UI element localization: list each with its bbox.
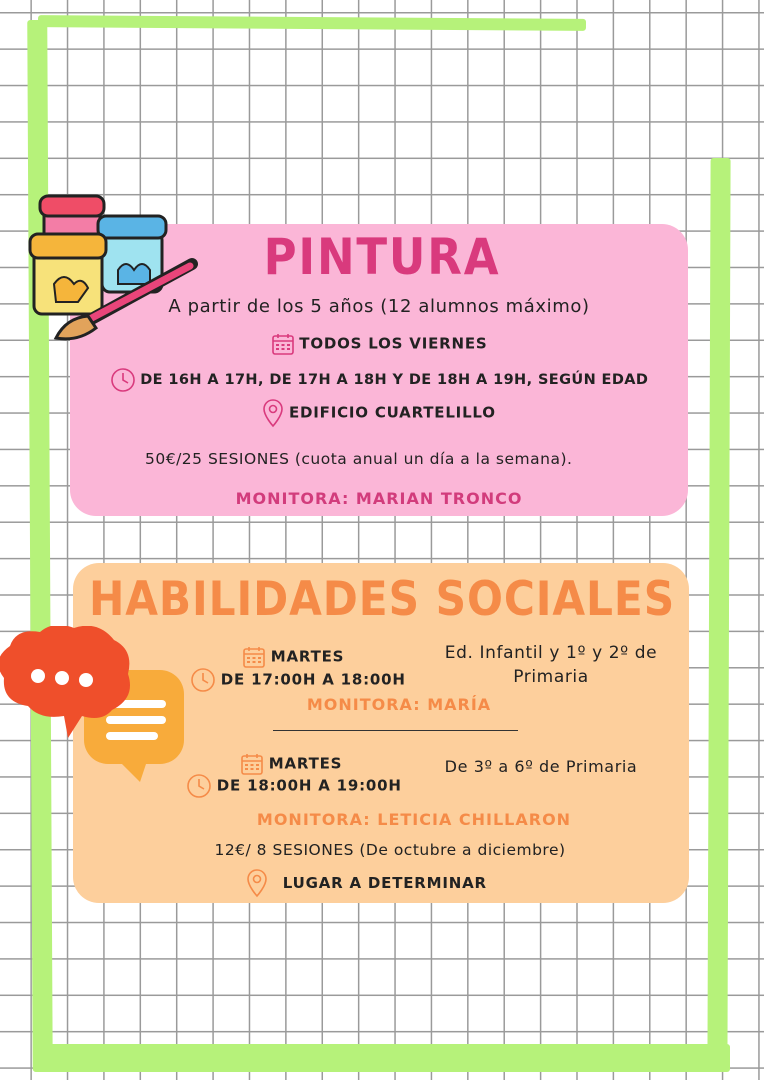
divider [273, 730, 518, 731]
hs-g2-time: DE 18:00H A 19:00H [216, 776, 402, 795]
frame-bottom [36, 1044, 730, 1072]
pintura-title: PINTURA [263, 228, 501, 286]
hs-g1-day-row [242, 645, 344, 669]
pintura-schedule-row [70, 367, 688, 393]
hs-g1-level-1: Ed. Infantil y 1º y 2º de [444, 643, 658, 663]
hs-location-row [246, 868, 487, 898]
calendar-icon [271, 332, 295, 356]
hs-g1-level-2: Primaria [513, 667, 589, 687]
hs-g1-monitor: MONITORA: MARÍA [306, 695, 492, 714]
clock-icon [186, 773, 212, 799]
hs-price: 12€/ 8 SESIONES (De octubre a diciembre) [214, 841, 566, 859]
pintura-day-row [70, 332, 688, 356]
pintura-location: EDIFICIO CUARTELILLO [288, 403, 496, 422]
pintura-location-row [70, 398, 688, 428]
hs-g1-time: DE 17:00H A 18:00H [220, 670, 406, 689]
pintura-monitor: MONITORA: MARIAN TRONCO [235, 489, 523, 508]
hs-g1-time-row [190, 667, 406, 693]
calendar-icon [242, 645, 266, 669]
pintura-day: TODOS LOS VIERNES [299, 334, 488, 353]
pintura-subtitle: A partir de los 5 años (12 alumnos máximo) [168, 296, 590, 317]
location-pin-icon [262, 398, 284, 428]
pintura-schedule: DE 16H A 17H, DE 17H A 18H Y DE 18H A 19H, SEGÚN EDAD [140, 372, 649, 388]
location-pin-icon [246, 868, 268, 898]
hs-g2-day: MARTES [268, 754, 343, 773]
frame-left [27, 20, 53, 1072]
hs-g2-monitor: MONITORA: LETICIA CHILLARON [256, 810, 572, 829]
hs-g1-day: MARTES [270, 647, 345, 666]
clock-icon [110, 367, 136, 393]
habilidades-title: HABILIDADES SOCIALES [88, 572, 676, 627]
clock-icon [190, 667, 216, 693]
speech-bubbles-icon [0, 626, 190, 786]
frame-top [38, 15, 586, 31]
hs-g2-time-row [186, 773, 402, 799]
hs-g2-level: De 3º a 6º de Primaria [444, 757, 638, 776]
hs-location: LUGAR A DETERMINAR [282, 873, 487, 892]
pintura-price: 50€/25 SESIONES (cuota anual un día a la semana). [145, 450, 573, 468]
